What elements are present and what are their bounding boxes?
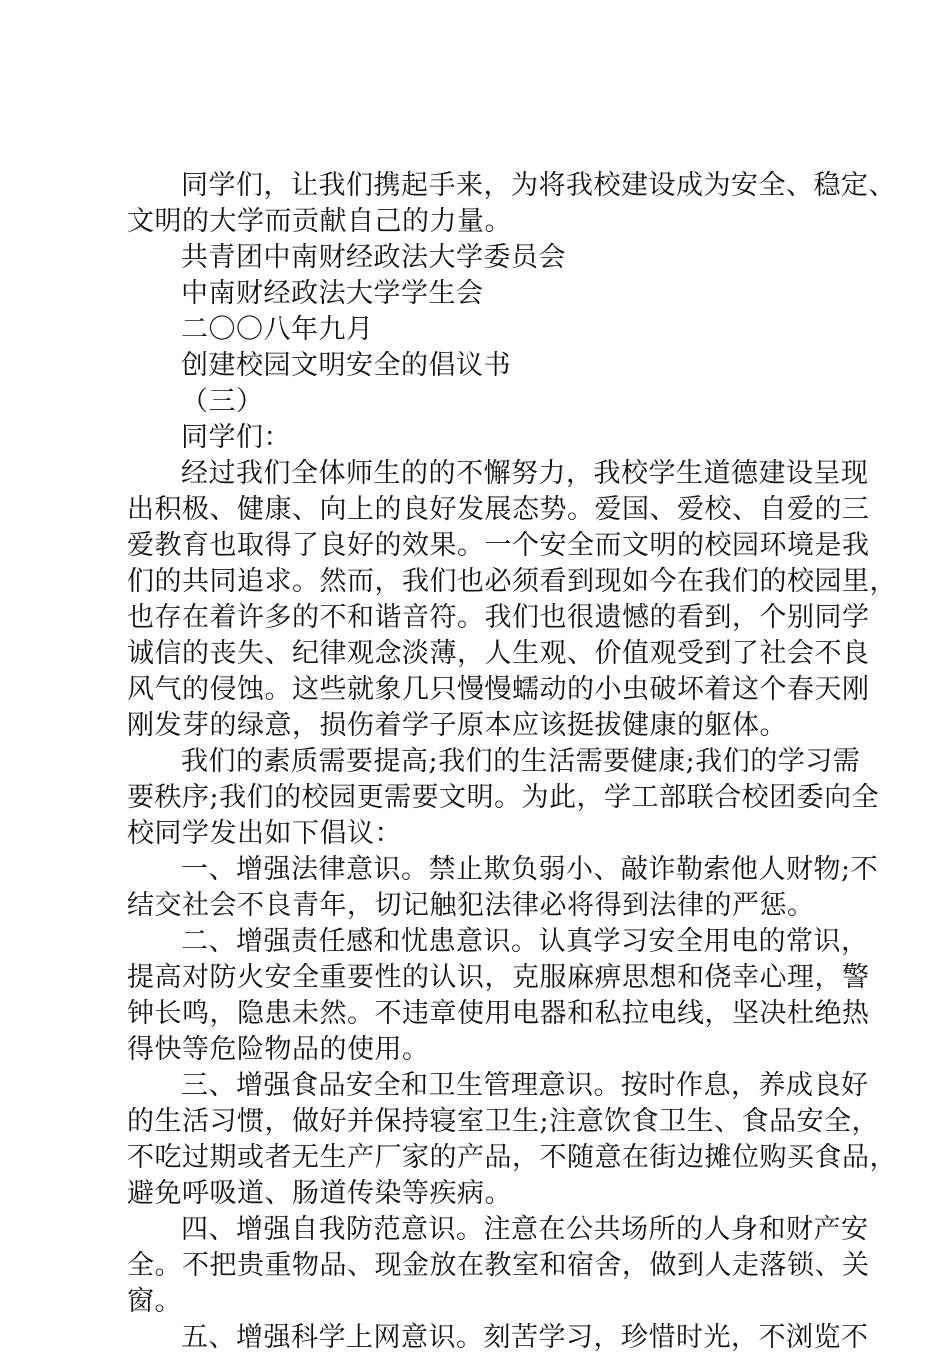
text-line: 全。不把贵重物品、现金放在教室和宿舍，做到人走落锁、关 <box>127 1250 870 1281</box>
salutation: 同学们： <box>181 422 291 453</box>
text-line: 三、增强食品安全和卫生管理意识。按时作息，养成良好 <box>181 1070 869 1101</box>
text-line: 也存在着许多的不和谐音符。我们也很遗憾的看到，个别同学 <box>127 602 870 633</box>
text-line: 出积极、健康、向上的良好发展态势。爱国、爱校、自爱的三 <box>127 494 870 525</box>
signature-org-line: 中南财经政法大学学生会 <box>181 278 484 309</box>
text-line: 要秩序;我们的校园更需要文明。为此，学工部联合校团委向全 <box>127 782 880 813</box>
text-line: 爱教育也取得了良好的效果。一个安全而文明的校园环境是我 <box>127 530 870 561</box>
date-line: 二〇〇八年九月 <box>181 314 374 345</box>
text-line: 们的共同追求。然而，我们也必须看到现如今在我们的校园里， <box>127 566 897 597</box>
signature-org-line: 共青团中南财经政法大学委员会 <box>181 242 566 273</box>
text-line: 结交社会不良青年，切记触犯法律必将得到法律的严惩。 <box>127 890 815 921</box>
text-line: 得快等危险物品的使用。 <box>127 1034 430 1065</box>
text-line: 校同学发出如下倡议： <box>127 818 402 849</box>
text-line: 提高对防火安全重要性的认识，克服麻痹思想和侥幸心理，警 <box>127 962 870 993</box>
text-line: 窗。 <box>127 1286 182 1317</box>
text-line: 五、增强科学上网意识。刻苦学习，珍惜时光，不浏览不 <box>181 1322 869 1353</box>
text-line: 刚发芽的绿意，损伤着学子原本应该挺拔健康的躯体。 <box>127 710 787 741</box>
text-line: 同学们，让我们携起手来，为将我校建设成为安全、稳定、 <box>181 170 896 201</box>
text-line: 经过我们全体师生的的不懈努力，我校学生道德建设呈现 <box>181 458 869 489</box>
section-number: （三） <box>181 386 264 417</box>
text-line: 一、增强法律意识。禁止欺负弱小、敲诈勒索他人财物;不 <box>181 854 879 885</box>
text-line: 钟长鸣，隐患未然。不违章使用电器和私拉电线，坚决杜绝热 <box>127 998 870 1029</box>
text-line: 我们的素质需要提高;我们的生活需要健康;我们的学习需 <box>181 746 861 777</box>
section-title: 创建校园文明安全的倡议书 <box>181 350 511 381</box>
text-line: 风气的侵蚀。这些就象几只慢慢蠕动的小虫破坏着这个春天刚 <box>127 674 870 705</box>
text-line: 的生活习惯，做好并保持寝室卫生;注意饮食卫生、食品安全， <box>127 1106 880 1137</box>
text-line: 二、增强责任感和忧患意识。认真学习安全用电的常识， <box>181 926 869 957</box>
text-line: 诚信的丧失、纪律观念淡薄，人生观、价值观受到了社会不良 <box>127 638 870 669</box>
text-line: 四、增强自我防范意识。注意在公共场所的人身和财产安 <box>181 1214 869 1245</box>
text-line: 避免呼吸道、肠道传染等疾病。 <box>127 1178 512 1209</box>
text-line: 文明的大学而贡献自己的力量。 <box>127 206 512 237</box>
text-line: 不吃过期或者无生产厂家的产品，不随意在街边摊位购买食品， <box>127 1142 897 1173</box>
